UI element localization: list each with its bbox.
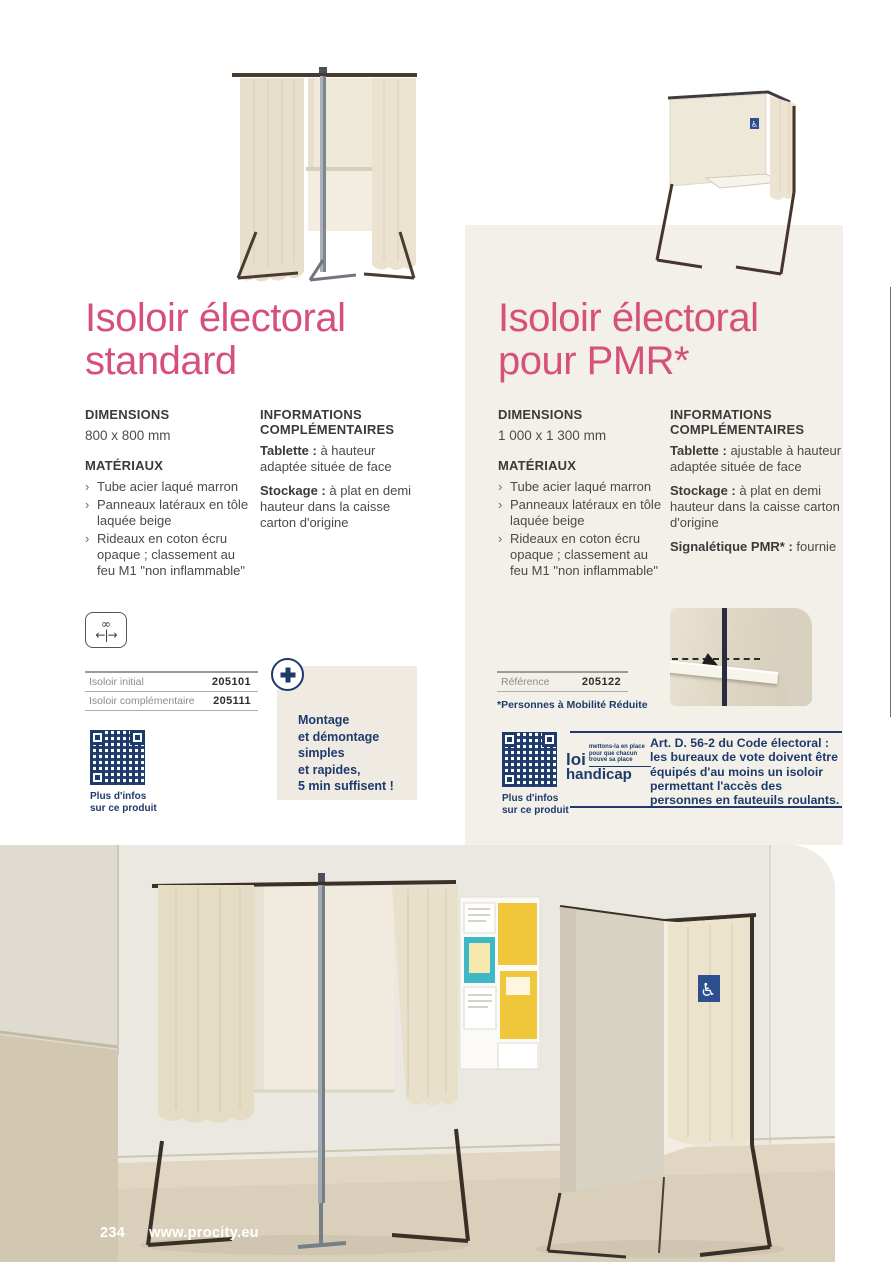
material-item: › Panneaux latéraux en tôle laquée beige: [85, 497, 255, 529]
svg-text:♿: ♿: [751, 120, 759, 129]
references-table-pmr: [497, 671, 628, 692]
photo-isoloir-standard: [222, 64, 427, 286]
material-item: › Tube acier laqué marron: [85, 479, 255, 495]
materials-list: [85, 479, 255, 579]
info-entry: Signalétique PMR* : fournie: [670, 539, 837, 554]
table-row: Référence 205122: [497, 673, 628, 692]
photo-polling-room: [0, 845, 835, 1262]
extend-arrows-icon: ←|→: [95, 627, 117, 642]
dimensions-heading: DIMENSIONS: [85, 407, 170, 422]
plus-icon: [271, 658, 304, 691]
material-item: › Rideaux en coton écru opaque ; classement au feu M1 "non inflammable": [498, 531, 668, 579]
qr-code-standard: [90, 730, 145, 785]
loi-handicap-logo: loi mettons-la en place pour que chacun trouve sa place handicap: [566, 744, 656, 783]
code-electoral-text: Art. D. 56-2 du Code électoral : les bureaux de vote doivent être équipés d'au moins un isoloir permettant l'accès des personnes en fauteuils roulants.: [650, 736, 840, 808]
material-item: › Rideaux en coton écru opaque ; classement au feu M1 "non inflammable": [85, 531, 255, 579]
booth-pole: [722, 608, 727, 706]
infinity-icon: ∞: [101, 616, 111, 631]
left-specs-column: [85, 400, 255, 581]
info-entry: Tablette : ajustable à hauteur adaptée située de face: [670, 443, 842, 474]
photo-isoloir-pmr: [648, 82, 804, 282]
materials-heading: MATÉRIAUX: [85, 458, 164, 473]
table-row: Isoloir initial 205101: [85, 673, 258, 692]
dimensions-value: 1 000 x 1 300 mm: [498, 428, 607, 443]
title-isoloir-pmr: Isoloir électoral pour PMR*: [498, 296, 759, 383]
title-isoloir-standard: Isoloir électoral standard: [85, 296, 346, 383]
booth-panel: [754, 608, 812, 706]
website-url: www.procity.eu: [149, 1225, 259, 1241]
table-row: Isoloir complémentaire 205111: [85, 692, 258, 711]
page-footer: [100, 1225, 259, 1241]
dimensions-heading: DIMENSIONS: [498, 407, 583, 422]
materials-list: [498, 479, 668, 579]
info-entry: Stockage : à plat en demi hauteur dans la caisse carton d'origine: [670, 483, 840, 530]
info-heading: INFORMATIONS COMPLÉMENTAIRES: [670, 407, 805, 437]
dimensions-value: 800 x 800 mm: [85, 428, 171, 443]
info-entry: Tablette : à hauteur adaptée située de face: [260, 443, 392, 474]
page-edge-line: [890, 287, 891, 717]
material-item: › Panneaux latéraux en tôle laquée beige: [498, 497, 668, 529]
qr-caption: Plus d'infos sur ce produit: [90, 791, 157, 814]
svg-text:♿: ♿: [700, 980, 717, 1001]
divider: [570, 731, 842, 733]
right-info-column: [670, 400, 846, 563]
info-entry: Stockage : à plat en demi hauteur dans la caisse carton d'origine: [260, 483, 412, 530]
left-info-column: [260, 400, 425, 539]
qr-caption: Plus d'infos sur ce produit: [502, 793, 569, 816]
references-table-standard: [85, 671, 258, 711]
modular-extension-icon: [85, 612, 127, 648]
material-item: › Tube acier laqué marron: [498, 479, 668, 495]
page-number: 234: [100, 1225, 126, 1241]
callout-text: Montage et démontage simples et rapides, 5 min suffisent !: [298, 713, 394, 793]
right-specs-column: [498, 400, 668, 581]
qr-code-pmr: [502, 732, 557, 787]
info-heading: INFORMATIONS COMPLÉMENTAIRES: [260, 407, 395, 437]
materials-heading: MATÉRIAUX: [498, 458, 577, 473]
photo-tablette-detail: [670, 608, 812, 706]
loi-handicap-tagline: mettons-la en place pour que chacun trouve sa place: [589, 744, 651, 767]
pmr-footnote: *Personnes à Mobilité Réduite: [497, 699, 648, 711]
